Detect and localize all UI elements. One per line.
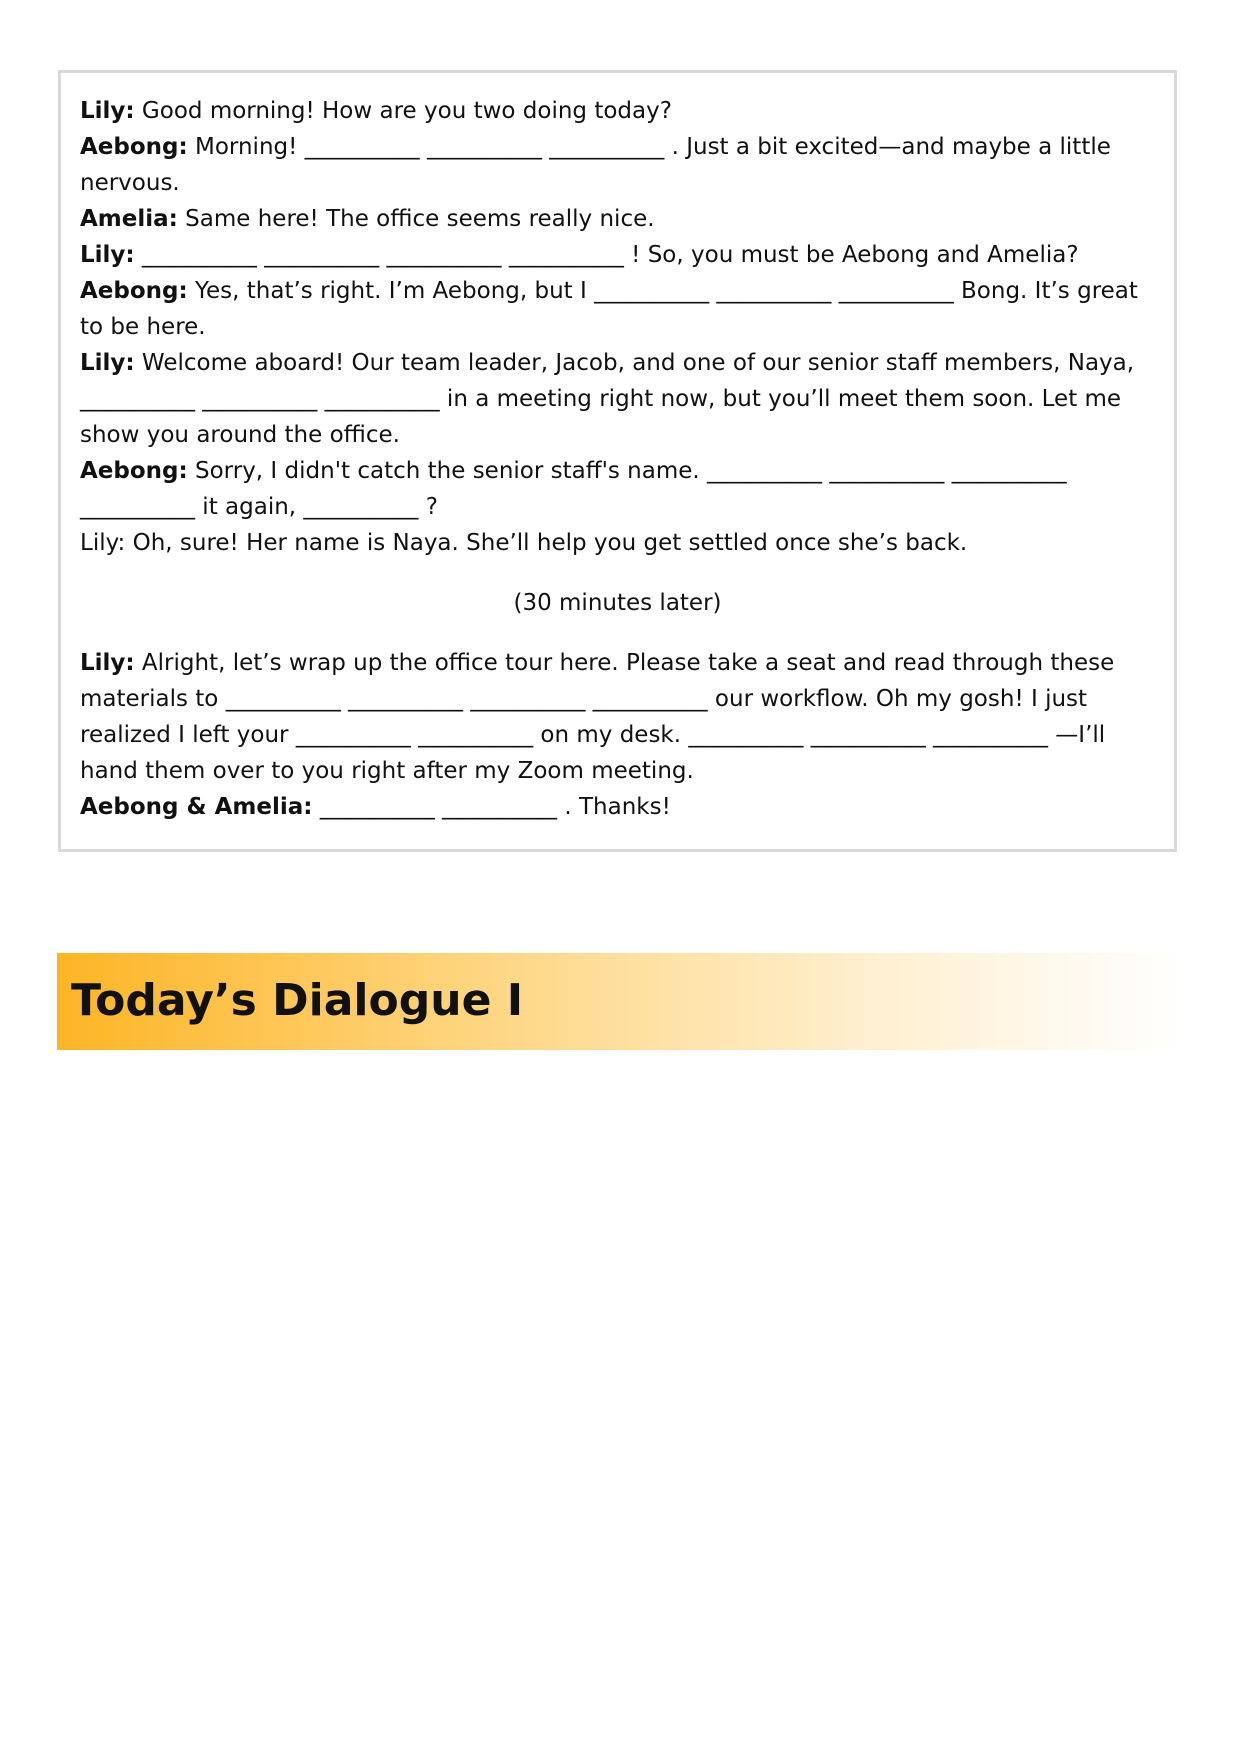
section-title: Today’s Dialogue I <box>71 975 524 1026</box>
dialogue-line-8 <box>80 345 1174 381</box>
line-text: to be here. <box>80 314 206 340</box>
dialogue-line-5 <box>80 237 1174 273</box>
speaker-label: Lily: <box>80 98 135 124</box>
dialogue-line-3 <box>80 165 1174 201</box>
dialogue-line-14 <box>80 645 1174 681</box>
line-text: Morning! __________ __________ __________ . Just a bit excited—and maybe a little <box>187 134 1111 160</box>
line-text: realized I left your __________ __________ on my desk. __________ __________ __________ —I’ll <box>80 722 1106 748</box>
line-text: show you around the office. <box>80 422 400 448</box>
dialogue-line-15 <box>80 681 1174 717</box>
dialogue-line-6 <box>80 273 1174 309</box>
speaker-label: Lily: <box>80 242 135 268</box>
speaker-label: Aebong & Amelia: <box>80 794 313 820</box>
speaker-label: Aebong: <box>80 134 188 160</box>
speaker-label: Lily: <box>80 650 135 676</box>
line-text: __________ __________ . Thanks! <box>312 794 671 820</box>
speaker-label: Aebong: <box>80 458 188 484</box>
speaker-label: Aebong: <box>80 278 188 304</box>
dialogue-line-9 <box>80 381 1174 417</box>
line-text: Same here! The office seems really nice. <box>177 206 655 232</box>
line-text: __________ __________ __________ __________ ! So, you must be Aebong and Amelia? <box>134 242 1079 268</box>
line-text: Good morning! How are you two doing today? <box>134 98 672 124</box>
dialogue-line-18 <box>80 789 1174 825</box>
dialogue-line-1 <box>80 93 1174 129</box>
section-banner <box>57 953 1183 1050</box>
line-text: Lily: Oh, sure! Her name is Naya. She’ll help you get settled once she’s back. <box>80 530 968 556</box>
line-text: __________ it again, __________ ? <box>80 494 438 520</box>
line-text: Welcome aboard! Our team leader, Jacob, and one of our senior staff members, Naya, <box>134 350 1135 376</box>
line-text: Sorry, I didn't catch the senior staff's name. __________ __________ __________ <box>187 458 1067 484</box>
line-text: Alright, let’s wrap up the office tour here. Please take a seat and read through these <box>134 650 1115 676</box>
line-text: hand them over to you right after my Zoom meeting. <box>80 758 694 784</box>
stage-direction: (30 minutes later) <box>513 590 722 616</box>
dialogue-line-2 <box>80 129 1174 165</box>
line-text: Yes, that’s right. I’m Aebong, but I __________ __________ __________ Bong. It’s great <box>187 278 1138 304</box>
dialogue-line-17 <box>80 753 1174 789</box>
dialogue-box <box>58 70 1177 852</box>
dialogue-line-7 <box>80 309 1174 345</box>
dialogue-line-12 <box>80 489 1174 525</box>
speaker-label: Amelia: <box>80 206 178 232</box>
dialogue-line-10 <box>80 417 1174 453</box>
line-text: __________ __________ __________ in a meeting right now, but you’ll meet them soon. Let me <box>80 386 1122 412</box>
line-text: materials to __________ __________ __________ __________ our workflow. Oh my gosh! I just <box>80 686 1088 712</box>
dialogue-line-16 <box>80 717 1174 753</box>
dialogue-line-11 <box>80 453 1174 489</box>
line-text: nervous. <box>80 170 180 196</box>
dialogue-line-4 <box>80 201 1174 237</box>
dialogue-line-13 <box>80 525 1174 561</box>
speaker-label: Lily: <box>80 350 135 376</box>
